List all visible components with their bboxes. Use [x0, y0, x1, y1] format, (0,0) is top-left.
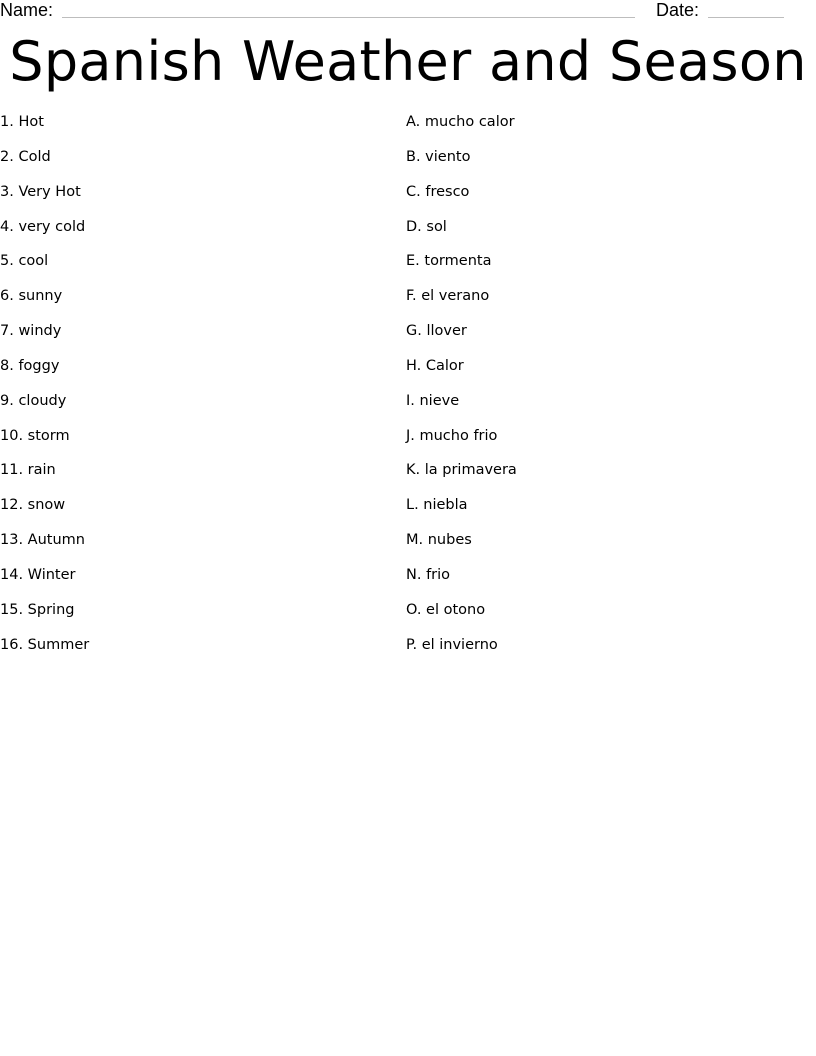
date-blank-line [708, 17, 784, 18]
answer-item: H. Calor [406, 357, 464, 374]
name-label: Name: [0, 0, 54, 20]
answer-item: E. tormenta [406, 253, 492, 270]
worksheet-title: Spanish Weather and Season [9, 30, 807, 93]
answer-item: G. llover [406, 323, 467, 340]
term-item: 7. windy [0, 323, 62, 340]
term-item: 3. Very Hot [0, 183, 81, 200]
worksheet-header [0, 0, 816, 22]
answer-item: B. viento [406, 148, 471, 165]
term-item: 5. cool [0, 253, 49, 270]
answer-item: A. mucho calor [406, 114, 515, 130]
answer-item: M. nubes [406, 532, 472, 549]
date-label: Date: [656, 0, 700, 20]
answer-item: D. sol [406, 218, 447, 235]
answer-item: O. el otono [406, 601, 486, 618]
term-item: 1. Hot [0, 114, 44, 130]
term-item: 16. Summer [0, 636, 90, 653]
answer-item: J. mucho frio [406, 427, 498, 444]
answer-item: P. el invierno [406, 636, 498, 653]
name-blank-line [62, 17, 635, 18]
term-item: 13. Autumn [0, 532, 85, 549]
term-item: 2. Cold [0, 148, 51, 165]
answers-list [406, 111, 517, 669]
term-item: 11. rain [0, 462, 56, 479]
term-item: 12. snow [0, 497, 66, 514]
answer-item: F. el verano [406, 288, 490, 305]
answer-item: L. niebla [406, 497, 468, 514]
answer-item: K. la primavera [406, 462, 517, 479]
term-item: 6. sunny [0, 288, 63, 305]
answer-item: N. frio [406, 566, 451, 583]
term-item: 4. very cold [0, 218, 86, 235]
term-item: 15. Spring [0, 601, 75, 618]
term-item: 10. storm [0, 427, 70, 444]
terms-list [0, 111, 89, 669]
term-item: 9. cloudy [0, 392, 67, 409]
answer-item: C. fresco [406, 183, 470, 200]
term-item: 8. foggy [0, 357, 60, 374]
answer-item: I. nieve [406, 392, 460, 409]
term-item: 14. Winter [0, 566, 76, 583]
